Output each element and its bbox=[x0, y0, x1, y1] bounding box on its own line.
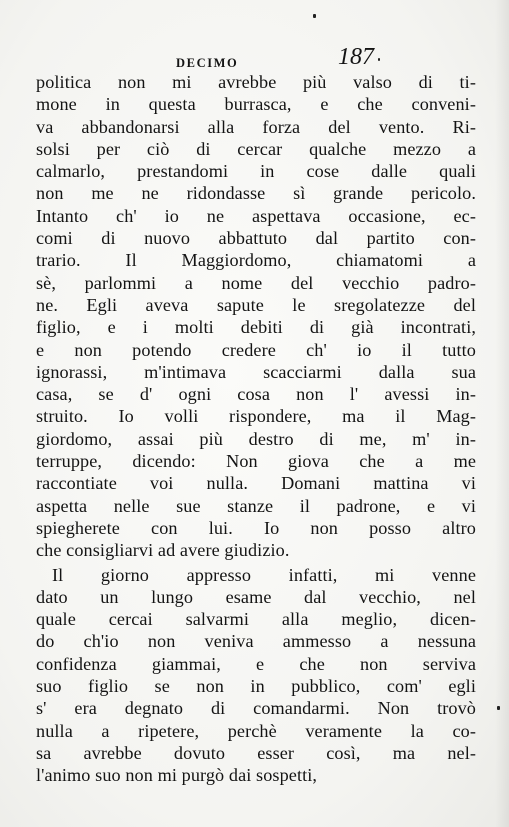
text-line: l'animo suo non mi purgò dai sospetti, bbox=[36, 765, 318, 786]
text-line: struito. Io volli rispondere, ma il Mag- bbox=[36, 406, 476, 427]
text-line: figlio, e i molti debiti di già incontrati, bbox=[36, 317, 476, 338]
body-text bbox=[36, 71, 476, 787]
text-line: ne. Egli aveva sapute le sregolatezze del bbox=[36, 294, 476, 315]
text-line: spiegherete con lui. Io non posso altro bbox=[36, 517, 476, 538]
text-line: va abbandonarsi alla forza del vento. Ri- bbox=[36, 116, 476, 137]
text-line: terruppe, dicendo: Non giova che a me bbox=[36, 451, 476, 472]
text-line: do ch'io non veniva ammesso a nessuna bbox=[36, 631, 476, 652]
top-ink-mark bbox=[313, 14, 316, 18]
text-line: calmarlo, prestandomi in cose dalle quali bbox=[36, 161, 476, 182]
text-line: giordomo, assai più destro di me, m' in- bbox=[36, 428, 476, 449]
text-line: Intanto ch' io ne aspettava occasione, ec- bbox=[36, 205, 476, 226]
text-line: solsi per ciò di cercar qualche mezzo a bbox=[36, 138, 476, 159]
text-line: aspetta nelle sue stanze il padrone, e vi bbox=[36, 495, 476, 516]
text-line: Il giorno appresso infatti, mi venne bbox=[52, 564, 476, 585]
margin-ink-mark bbox=[378, 58, 380, 61]
text-line: dato un lungo esame dal vecchio, nel bbox=[36, 586, 476, 607]
text-line: sa avrebbe dovuto esser così, ma nel- bbox=[36, 742, 476, 763]
paragraph bbox=[36, 71, 476, 562]
margin-ink-mark bbox=[497, 706, 500, 710]
text-line: e non potendo credere ch' io il tutto bbox=[36, 339, 476, 360]
text-line: suo figlio se non in pubblico, com' egli bbox=[36, 676, 476, 697]
text-line: quale cercai salvarmi alla meglio, dicen- bbox=[36, 609, 476, 630]
page-edge-shadow bbox=[495, 0, 509, 827]
text-line: che consigliarvi ad avere giudizio. bbox=[36, 540, 290, 561]
text-line: s' era degnato di comandarmi. Non trovò bbox=[36, 698, 476, 719]
running-head: DECIMO bbox=[176, 56, 239, 70]
text-line: nulla a ripetere, perchè veramente la co- bbox=[36, 720, 476, 741]
text-line: casa, se d' ogni cosa non l' avessi in- bbox=[36, 384, 476, 405]
text-line: sè, parlommi a nome del vecchio padro- bbox=[36, 272, 476, 293]
text-line: raccontiate voi nulla. Domani mattina vi bbox=[36, 473, 476, 494]
text-line: mone in questa burrasca, e che conveni- bbox=[36, 94, 476, 115]
page-number: 187 bbox=[338, 44, 374, 70]
paragraph bbox=[36, 564, 476, 787]
text-line: comi di nuovo abbattuto dal partito con- bbox=[36, 228, 476, 249]
text-line: ignorassi, m'intimava scacciarmi dalla sua bbox=[36, 361, 476, 382]
text-line: non me ne ridondasse sì grande pericolo. bbox=[36, 183, 476, 204]
text-line: politica non mi avrebbe più valso di ti- bbox=[36, 72, 476, 92]
text-line: confidenza giammai, e che non serviva bbox=[36, 653, 476, 674]
text-line: trario. Il Maggiordomo, chiamatomi a bbox=[36, 250, 476, 271]
